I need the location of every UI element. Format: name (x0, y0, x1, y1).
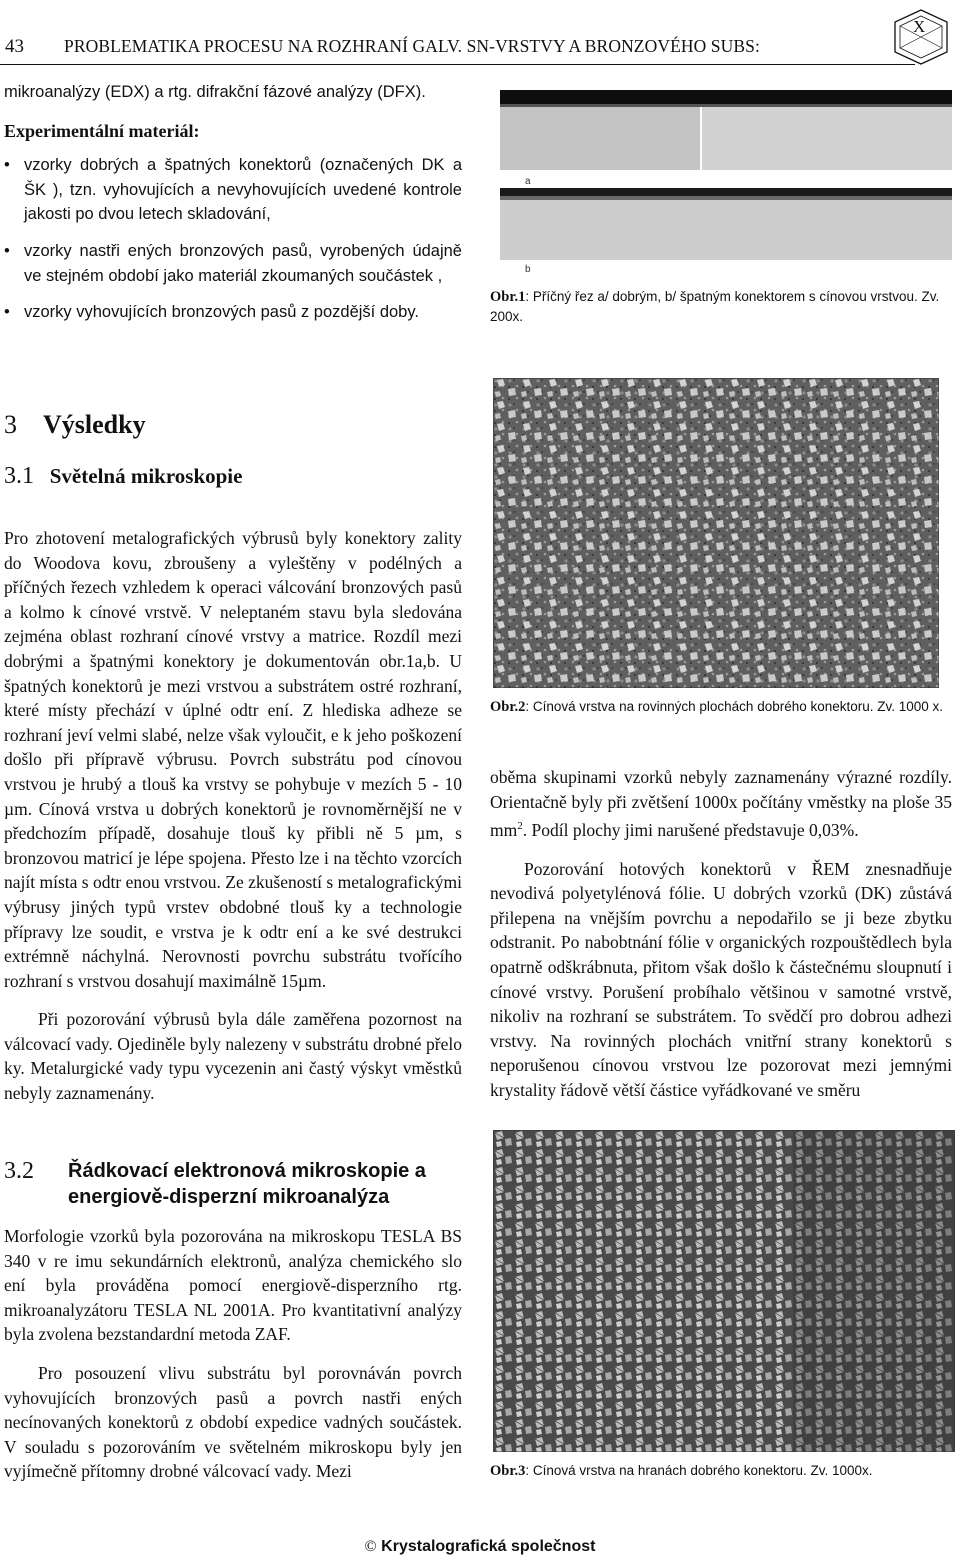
figure-1-caption (490, 287, 952, 326)
figure-3-caption (490, 1461, 952, 1481)
paragraph: Pozorování hotových konektorů v ŘEM znesnadňuje nevodivá polyetylénová fólie. U dobrých vzorků (DK) zůstává přilepena na vnějším povrchu a nepodařilo se ji beze zbytku odstranit. Po nabobtnání fólie v organických rozpouštědlech byla opatrně odškrábnuta, přitom však došlo k částečnému sloupnutí i cínové vrstvy. Porušení probíhalo většinou v samotné vrstvě, nikoliv na rozhraní se substrátem. To svědčí pro dobrou adhezi vrstvy. Na rovinných plochách vnitřní strany konektorů s neporušenou cínovou vrstvou lze pozorovat mezi jemnými krystality řádově větší částice vyřádkované ve směru (490, 858, 952, 1100)
section-3-heading (4, 410, 462, 440)
caption-text: : Příčný řez a/ dobrým, b/ špatným konektorem s cínovou vrstvou. Zv. 200x. (490, 289, 940, 324)
list-item: • vzorky vyhovujících bronzových pasů z pozdější doby. (4, 300, 462, 325)
caption-label: Obr.2 (490, 699, 526, 715)
footer-text: Krystalografická společnost (381, 1538, 596, 1555)
list-item: • vzorky dobrých a špatných konektorů (označených DK a ŠK ), tzn. vyhovujících a nevyhovujících uvedené kontrole jakosti po dvou letech skladování, (4, 153, 462, 227)
section-number: 3.1 (4, 463, 34, 489)
page-footer (0, 1538, 960, 1556)
paragraph-text: oběma skupinami vzorků nebyly zaznamenány výrazné rozdíly. Orientačně byly při zvětšení 1000x počítány vměstky na ploše 35 mm (490, 767, 952, 841)
section-3-2-heading (4, 1158, 462, 1210)
material-list (4, 153, 462, 325)
header-rule (0, 64, 915, 65)
right-body (490, 765, 952, 1103)
section-title: Výsledky (43, 410, 146, 439)
society-logo-icon (890, 8, 952, 66)
section-number: 3.2 (4, 1158, 34, 1184)
page-header (0, 17, 960, 64)
caption-text: : Cínová vrstva na rovinných plochách dobrého konektoru. Zv. 1000 x. (525, 699, 944, 714)
paragraph-text: . Podíl plochy jimi narušené představuje 0,03%. (522, 820, 859, 841)
superscript: 2 (517, 820, 523, 833)
page-number: 43 (5, 36, 24, 57)
left-column (4, 80, 462, 325)
intro-text: mikroanalýzy (EDX) a rtg. difrakční fázové analýzy (DFX). (4, 83, 426, 101)
section-title: Řádkovací elektronová mikroskopie a energiově-disperzní mikroanalýza (68, 1160, 426, 1208)
running-title: PROBLEMATIKA PROCESU NA ROZHRANÍ GALV. SN-VRSTVY A BRONZOVÉHO SUBS: (64, 36, 760, 56)
caption-label: Obr.1 (490, 289, 526, 305)
figure-2-micrograph (493, 378, 939, 688)
section-3-1-heading (4, 463, 462, 489)
figure-1-mark-b: b (525, 264, 531, 275)
paragraph: Při pozorování výbrusů byla dále zaměřena pozornost na válcovací vady. Ojediněle byly nalezeny v substrátu drobné přelo ky. Metalurgické vady typu vycezenin ani častý výskyt vměstků nebyly zaznamenány. (4, 1009, 462, 1104)
paragraph: Pro zhotovení metalografických výbrusů byly konektory zality do Woodova kovu, zbroušeny a vyleštěny v podélných a příčných řezech vzhledem k operaci válcování bronzových pasů a kolmo k cínové vrstvě. V neleptaném stavu byla sledována zejména oblast rozhraní cínové vrstvy a matrice. Rozdíl mezi dobrými a špatnými konektory je dokumentován obr.1a,b. U špatných konektorů je mezi vrstvou a substrátem ostré rozhraní, které místy přechází v úplné odtr ení. Z hlediska adheze se rozhraní jeví velmi slabé, nelze však vyloučit, e k jeho poškození došlo při přípravě výbrusu. Povrch substrátu pod cínovou vrstvou je hrubý a tlouš ka vrstvy se pohybuje v mezích 5 - 10 µm. Cínová vrstva u dobrých konektorů je rovnoměrnější ne v předchozím případě, dosahuje tlouš ky přibli ně 5 µm, s bronzovou matricí je lépe spojena. Přesto lze i na těchto vzorcích najít místa s odtr enou vrstvou. Ze zkušeností s metalografickými výbrusy jiných typů vrstev obdobné tlouš ky a technologie přípravy lze soudit, e vrstva je k odtr ení a ke své destrukci extrémně náchylná. Nerovnosti povrchu substrátu tvořícího rozhraní s vrstvou dosahují maximálně 15µm. (4, 528, 462, 991)
paragraph: Pro posouzení vlivu substrátu byl porovnáván povrch vyhovujících bronzových pasů a povrch nastři ených necínovaných konektorů z období expedice vadných součástek. V souladu s pozorováním ve světelném mikroskopu byly jen vyjímečně přítomny drobné válcovací vady. Mezi (4, 1362, 462, 1482)
list-item: • vzorky nastři ených bronzových pasů, vyrobených údajně ve stejném období jako materiál zkoumaných součástek , (4, 239, 462, 288)
caption-label: Obr.3 (490, 1463, 526, 1479)
figure-3-micrograph (493, 1130, 955, 1452)
section-3-1-body (4, 526, 462, 1106)
figure-2-caption (490, 697, 952, 717)
paragraph: Morfologie vzorků byla pozorována na mikroskopu TESLA BS 340 v re imu sekundárních elektronů, analýza chemického slo ení byla prováděna pomocí energiově-disperzního rtg. mikroanalyzátoru TESLA NL 2001A. Pro kvantitativní analýzy byla zvolena bezstandardní metoda ZAF. (4, 1226, 462, 1345)
copyright-icon: © (364, 1538, 377, 1555)
figure-1-mark-a: a (525, 176, 531, 187)
section-3-2-body (4, 1224, 462, 1484)
figure-1-cross-section (495, 80, 957, 280)
section-title: Světelná mikroskopie (49, 464, 243, 488)
section-number: 3 (4, 410, 17, 439)
svg-text:X: X (913, 17, 926, 36)
experimental-heading: Experimentální materiál: (4, 120, 200, 141)
paragraph (490, 765, 952, 843)
caption-text: : Cínová vrstva na hranách dobrého konektoru. Zv. 1000x. (525, 1463, 873, 1478)
